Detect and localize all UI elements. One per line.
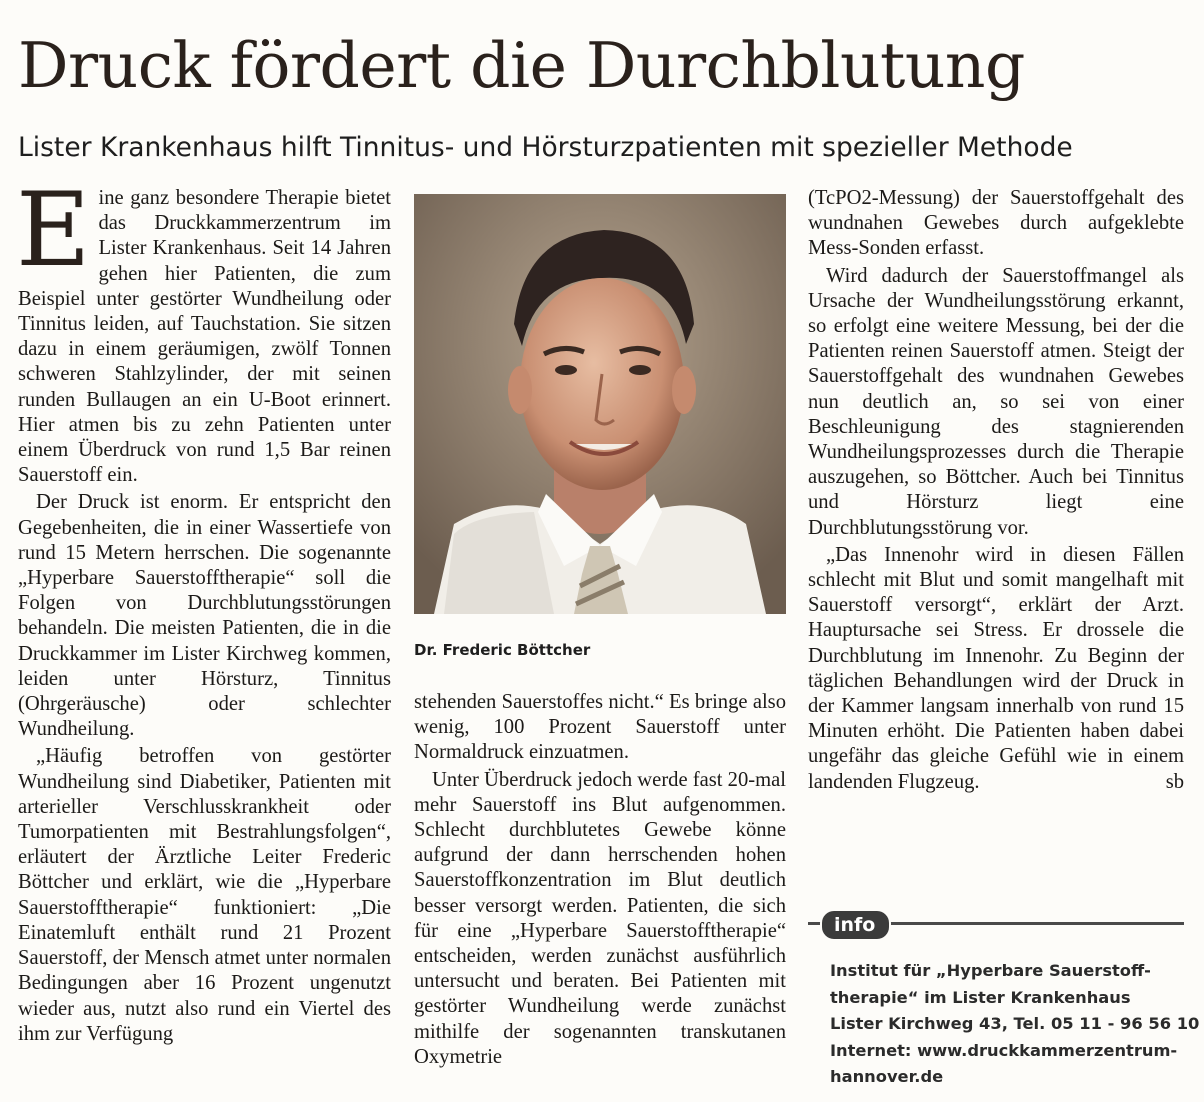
drop-cap: E — [16, 171, 91, 290]
info-box-text — [830, 958, 1200, 1091]
paragraph-text: ine ganz besondere Therapie bietet das Druckkammerzentrum im Lister Krankenhaus. Seit 14 Jahren gehen hier Patienten, die zum Beispiel unter gestörter Wundheilung oder Tinnitus leiden, auf Tauchstation. Sie sitzen dazu in einem geräumigen, zwölf Tonnen schweren Stahlzylinder, der mit seinen runden Bullaugen an ein U-Boot erinnert. Hier atmen bis zu zehn Patienten unter einem Überdruck von rund 1,5 Bar reinen Sauerstoff ein. — [18, 187, 391, 487]
headline: Druck fördert die Durchblutung — [18, 29, 1025, 102]
portrait-illustration — [414, 194, 786, 614]
article-column-2 — [414, 690, 786, 1070]
paragraph: Wird dadurch der Sauerstoffmangel als Ursache der Wundheilungsstörung erkannt, so erfolgt eine weitere Messung, bei der die Patienten reinen Sauerstoff atmen. Steigt der Sauerstoffgehalt des wundnahen Gewebes nun deutlich an, so sei von einer Beschleunigung des stagnierenden Wundheilungsprozesses durch die Therapie auszugehen, so Böttcher. Auch bei Tinnitus und Hörsturz liegt eine Durchblutungsstörung vor. — [808, 264, 1184, 539]
info-line: Lister Kirchweg 43, Tel. 05 11 - 96 56 10 — [830, 1014, 1200, 1033]
paragraph: „Häufig betroffen von gestörter Wundheilung sind Diabetiker, Patienten mit arterieller Verschlusskrankheit oder Tumorpatienten mit Bestrahlungsfolgen“, erläutert der Ärztliche Leiter Frederic Böttcher und erklärt, wie die „Hyperbare Sauerstofftherapie“ funktioniert: „Die Einatemluft enthält rund 21 Prozent Sauerstoff, der Mensch atmet unter normalen Bedingungen aber 16 Prozent ungenutzt wieder aus, nutzt also rund ein Viertel des ihm zur Verfügung — [18, 745, 391, 1045]
info-line: Institut für „Hyperbare Sauerstoff- — [830, 961, 1151, 980]
paragraph: stehenden Sauerstoffes nicht.“ Es bringe also wenig, 100 Prozent Sauerstoff unter Normaldruck einzuatmen. — [414, 691, 786, 764]
subheadline: Lister Krankenhaus hilft Tinnitus- und Hörsturzpatienten mit spezieller Methode — [18, 132, 1073, 163]
info-line: Internet: www.druckkammerzentrum- — [830, 1040, 1178, 1060]
info-line: hannover.de — [830, 1067, 944, 1086]
portrait-photo — [414, 194, 786, 614]
author-signature: sb — [1165, 770, 1184, 793]
paragraph: Unter Überdruck jedoch werde fast 20-mal mehr Sauerstoff ins Blut aufgenommen. Schlecht durchblutetes Gewebe könne aufgrund der dann herrschenden hohen Sauerstoffkonzentration im Blut deutlich besser versorgt werden. Patienten, die sich für eine „Hyperbare Sauerstofftherapie“ entscheiden, werden zunächst ausführlich untersucht und beraten. Bei Patienten mit gestörter Wundheilung werde zunächst mithilfe der sogenannten transkutanen Oxymetrie — [414, 768, 786, 1068]
info-line: therapie“ im Lister Krankenhaus — [830, 987, 1131, 1007]
article-column-1 — [16, 171, 391, 1047]
paragraph: (TcPO2-Messung) der Sauerstoffgehalt des wundnahen Gewebes durch aufgeklebte Mess-Sonden erfasst. — [808, 187, 1184, 260]
paragraph-text: „Das Innenohr wird in diesen Fällen schlecht mit Blut und somit mangelhaft mit Sauerstoff versorgt“, erklärt der Arzt. Hauptursache sei Stress. Er drossele die Durchblutung im Innenohr. Zu Beginn der täglichen Behandlungen wird der Druck in der Kammer langsam innerhalb von rund 15 Minuten erhöht. Die Patienten haben dabei ungefähr das gleiche Gefühl wie in einem landenden Flugzeug. — [808, 543, 1184, 793]
paragraph — [16, 171, 391, 488]
article-column-3 — [808, 186, 1184, 795]
paragraph: Der Druck ist enorm. Er entspricht den Gegebenheiten, die in einer Wassertiefe von rund 15 Metern herrschen. Die sogenannte „Hyperbare Sauerstofftherapie“ soll die Folgen von Durchblutungsstörungen behandeln. Die meisten Patienten, die in die Druckkammer im Lister Kirchweg kommen, leiden unter Hörsturz, Tinnitus (Ohrgeräusche) oder schlechter Wundheilung. — [18, 491, 391, 741]
photo-caption: Dr. Frederic Böttcher — [414, 641, 591, 659]
paragraph — [808, 543, 1184, 795]
info-badge: info — [820, 909, 891, 941]
